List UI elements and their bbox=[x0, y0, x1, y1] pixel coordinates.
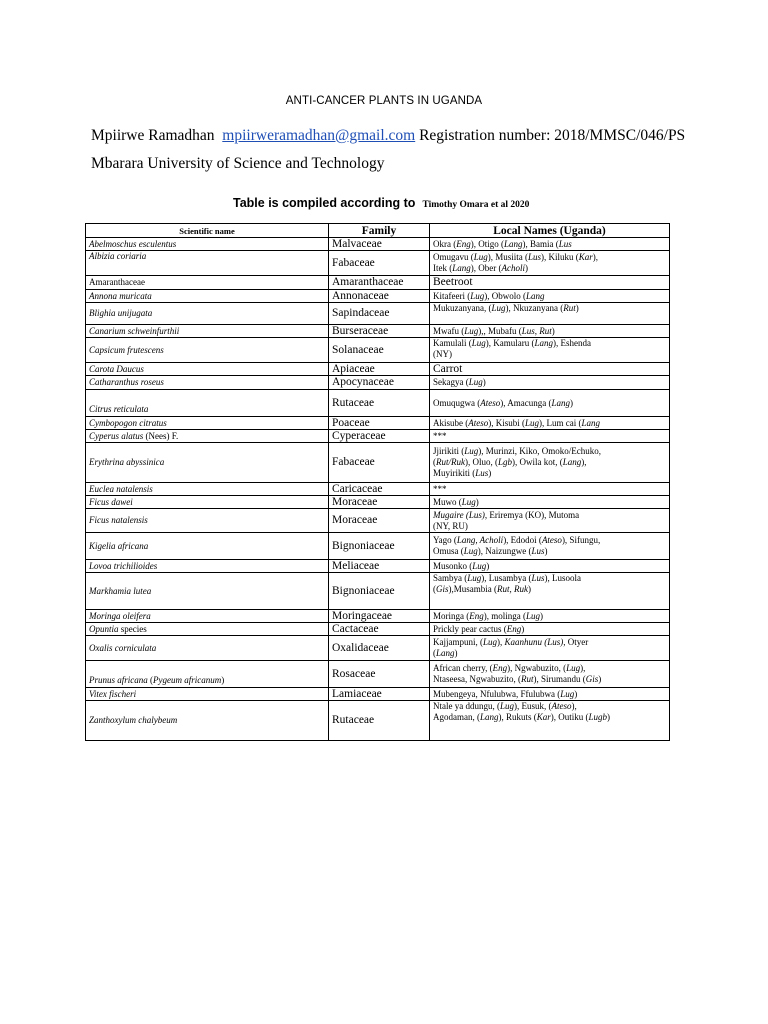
author-name: Mpiirwe Ramadhan bbox=[91, 127, 215, 144]
family-cell: Malvaceae bbox=[329, 238, 430, 251]
document-title: ANTI-CANCER PLANTS IN UGANDA bbox=[285, 95, 483, 107]
local-names-cell: Omuqugwa (Ateso), Amacunga (Lang) bbox=[430, 390, 670, 417]
family-cell: Oxalidaceae bbox=[329, 636, 430, 661]
local-names-cell: Mugaire (Lus), Eriremya (KO), Mutoma (NY, RU) bbox=[430, 509, 670, 533]
local-names-cell: Omugavu (Lug), Musiita (Lus), Kiluku (Kar), Itek (Lang), Ober (Acholi) bbox=[430, 251, 670, 276]
family-cell: Cactaceae bbox=[329, 623, 430, 636]
table-row bbox=[86, 251, 670, 276]
local-names-cell: Kamulali (Lug), Kamularu (Lang), Eshenda (NY) bbox=[430, 338, 670, 363]
registration-number: Registration number: 2018/MMSC/046/PS bbox=[419, 127, 686, 144]
scientific-name-cell: Catharanthus roseus bbox=[86, 376, 329, 390]
table-row bbox=[86, 303, 670, 325]
scientific-name-cell: Canarium schweinfurthii bbox=[86, 325, 329, 338]
table-row bbox=[86, 430, 670, 443]
local-names-cell: Akisube (Ateso), Kisubi (Lug), Lum cai (Lang bbox=[430, 417, 670, 430]
table-row bbox=[86, 290, 670, 303]
local-names-cell: Okra (Eng), Otigo (Lang), Bamia (Lus bbox=[430, 238, 670, 251]
family-cell: Moraceae bbox=[329, 496, 430, 509]
table-row bbox=[86, 560, 670, 573]
local-names-cell: *** bbox=[430, 483, 670, 496]
local-names-cell: Sambya (Lug), Lusambya (Lus), Lusoola (Gis),Musambia (Rut, Ruk) bbox=[430, 573, 670, 610]
table-row bbox=[86, 573, 670, 610]
table-row bbox=[86, 390, 670, 417]
scientific-name-cell: Vitex fischeri bbox=[86, 688, 329, 701]
family-cell: Annonaceae bbox=[329, 290, 430, 303]
scientific-name-cell: Ficus dawei bbox=[86, 496, 329, 509]
local-names-cell: Ntale ya ddungu, (Lug), Eusuk, (Ateso), Agodaman, (Lang), Rukuts (Kar), Outiku (Lugb) bbox=[430, 701, 670, 741]
family-cell: Sapindaceae bbox=[329, 303, 430, 325]
table-header-row bbox=[86, 224, 670, 238]
family-cell: Moraceae bbox=[329, 509, 430, 533]
local-names-cell: African cherry, (Eng), Ngwabuzito, (Lug), Ntaseesa, Ngwabuzito, (Rut), Sirumandu (Gis) bbox=[430, 661, 670, 688]
compiled-source: Timothy Omara et al 2020 bbox=[422, 200, 530, 210]
table-row bbox=[86, 509, 670, 533]
local-names-cell: Prickly pear cactus (Eng) bbox=[430, 623, 670, 636]
scientific-name-cell: Annona muricata bbox=[86, 290, 329, 303]
scientific-name-cell: Cymbopogon citratus bbox=[86, 417, 329, 430]
scientific-name-cell: Opuntia species bbox=[86, 623, 329, 636]
local-names-cell: Sekagya (Lug) bbox=[430, 376, 670, 390]
local-names-cell: Musonko (Lug) bbox=[430, 560, 670, 573]
scientific-name-cell: Prunus africana (Pygeum africanum) bbox=[86, 661, 329, 688]
table-row bbox=[86, 325, 670, 338]
scientific-name-cell: Albizia coriaria bbox=[86, 251, 329, 276]
compiled-lead: Table is compiled according to bbox=[233, 196, 416, 210]
table-row bbox=[86, 417, 670, 430]
family-cell: Rosaceae bbox=[329, 661, 430, 688]
local-names-cell: Moringa (Eng), molinga (Lug) bbox=[430, 610, 670, 623]
local-names-cell: Muwo (Lug) bbox=[430, 496, 670, 509]
scientific-name-cell: Carota Daucus bbox=[86, 363, 329, 376]
table-row bbox=[86, 443, 670, 483]
family-cell: Apocynaceae bbox=[329, 376, 430, 390]
table-row bbox=[86, 238, 670, 251]
university-name: Mbarara University of Science and Technology bbox=[91, 155, 385, 172]
family-cell: Moringaceae bbox=[329, 610, 430, 623]
table-row bbox=[86, 363, 670, 376]
scientific-name-cell: Abelmoschus esculentus bbox=[86, 238, 329, 251]
table-row bbox=[86, 623, 670, 636]
local-names-cell: *** bbox=[430, 430, 670, 443]
local-names-cell: Carrot bbox=[430, 363, 670, 376]
scientific-name-cell: Lovoa trichilioides bbox=[86, 560, 329, 573]
table-row bbox=[86, 636, 670, 661]
local-names-cell: Kajjampuni, (Lug), Kaanhunu (Lus), Otyer (Lang) bbox=[430, 636, 670, 661]
family-cell: Poaceae bbox=[329, 417, 430, 430]
header-local: Local Names (Uganda) bbox=[430, 224, 670, 238]
scientific-name-cell: Markhamia lutea bbox=[86, 573, 329, 610]
table-row bbox=[86, 376, 670, 390]
family-cell: Fabaceae bbox=[329, 443, 430, 483]
table-row bbox=[86, 496, 670, 509]
author-email-link[interactable]: mpiirweramadhan@gmail.com bbox=[222, 127, 416, 144]
local-names-cell: Mubengeya, Nfulubwa, Ffulubwa (Lug) bbox=[430, 688, 670, 701]
header-scientific: Scientific name bbox=[86, 224, 329, 238]
header-family: Family bbox=[329, 224, 430, 238]
family-cell: Apiaceae bbox=[329, 363, 430, 376]
table-row bbox=[86, 661, 670, 688]
table-row bbox=[86, 533, 670, 560]
scientific-name-cell: Citrus reticulata bbox=[86, 390, 329, 417]
scientific-name-cell: Moringa oleifera bbox=[86, 610, 329, 623]
family-cell: Bignoniaceae bbox=[329, 573, 430, 610]
local-names-cell: Mwafu (Lug),, Mubafu (Lus, Rut) bbox=[430, 325, 670, 338]
table-row bbox=[86, 276, 670, 290]
local-names-cell: Mukuzanyana, (Lug), Nkuzanyana (Rut) bbox=[430, 303, 670, 325]
scientific-name-cell: Oxalis corniculata bbox=[86, 636, 329, 661]
scientific-name-cell: Capsicum frutescens bbox=[86, 338, 329, 363]
scientific-name-cell: Euclea natalensis bbox=[86, 483, 329, 496]
table-row bbox=[86, 483, 670, 496]
family-cell: Rutaceae bbox=[329, 390, 430, 417]
scientific-name-cell: Amaranthaceae bbox=[86, 276, 329, 290]
family-cell: Meliaceae bbox=[329, 560, 430, 573]
local-names-cell: Beetroot bbox=[430, 276, 670, 290]
scientific-name-cell: Erythrina abyssinica bbox=[86, 443, 329, 483]
local-names-cell: Yago (Lang, Acholi), Edodoi (Ateso), Sifungu, Omusa (Lug), Naizungwe (Lus) bbox=[430, 533, 670, 560]
family-cell: Rutaceae bbox=[329, 701, 430, 741]
local-names-cell: Jjirikiti (Lug), Murinzi, Kiko, Omoko/Echuko, (Rut/Ruk), Oluo, (Lgb), Owila kot, (Lang), Muyirikiti (Lus) bbox=[430, 443, 670, 483]
scientific-name-cell: Ficus natalensis bbox=[86, 509, 329, 533]
local-names-cell: Kitafeeri (Lug), Obwolo (Lang bbox=[430, 290, 670, 303]
plants-table bbox=[85, 223, 670, 741]
family-cell: Lamiaceae bbox=[329, 688, 430, 701]
family-cell: Bignoniaceae bbox=[329, 533, 430, 560]
scientific-name-cell: Kigelia africana bbox=[86, 533, 329, 560]
family-cell: Cyperaceae bbox=[329, 430, 430, 443]
scientific-name-cell: Cyperus alatus (Nees) F. bbox=[86, 430, 329, 443]
table-row bbox=[86, 338, 670, 363]
family-cell: Amaranthaceae bbox=[329, 276, 430, 290]
compiled-note bbox=[233, 194, 529, 212]
family-cell: Caricaceae bbox=[329, 483, 430, 496]
family-cell: Solanaceae bbox=[329, 338, 430, 363]
scientific-name-cell: Zanthoxylum chalybeum bbox=[86, 701, 329, 741]
scientific-name-cell: Blighia unijugata bbox=[86, 303, 329, 325]
family-cell: Fabaceae bbox=[329, 251, 430, 276]
author-line bbox=[91, 127, 685, 145]
table-row bbox=[86, 610, 670, 623]
family-cell: Burseraceae bbox=[329, 325, 430, 338]
table-row bbox=[86, 688, 670, 701]
table-row bbox=[86, 701, 670, 741]
